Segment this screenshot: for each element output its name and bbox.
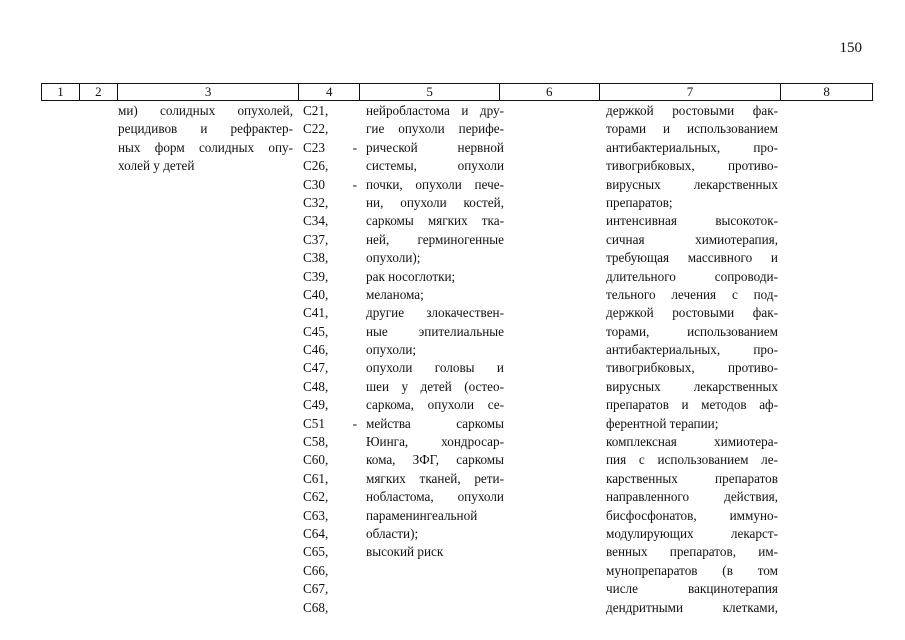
page-number: 150: [839, 40, 862, 56]
column-5-line: другие злокачествен-: [366, 305, 504, 321]
column-7-line: торами, использованием: [606, 323, 778, 339]
column-7-line: интенсивная высокоток-: [606, 213, 778, 229]
column-7-line: тивогрибковых, противо-: [606, 158, 778, 174]
column-5-line: меланома;: [366, 286, 424, 302]
column-5-line: ные эпителиальные: [366, 323, 504, 339]
icd-code: C49,: [303, 397, 329, 413]
icd-code: C23: [303, 139, 325, 155]
icd-code: C61,: [303, 470, 329, 486]
column-5-line: шеи у детей (остео-: [366, 378, 504, 394]
column-5-line: гие опухоли перифе-: [366, 121, 504, 137]
header-cell-7: 7: [600, 84, 782, 100]
column-5-line: ней, герминогенные: [366, 231, 504, 247]
column-7-line: вирусных лекарственных: [606, 176, 778, 192]
column-7-line: направленного действия,: [606, 489, 778, 505]
icd-code-row: [303, 470, 357, 488]
icd-code-row: [303, 580, 357, 598]
table-header-row: [41, 83, 873, 101]
icd-code: C62,: [303, 489, 329, 505]
icd-code: C26,: [303, 158, 329, 174]
icd-code: C58,: [303, 434, 329, 450]
icd-code-row: [303, 396, 357, 414]
icd-code: C64,: [303, 525, 329, 541]
column-3-line: холей у детей: [118, 158, 195, 174]
column-5-line: саркомы мягких тка-: [366, 213, 504, 229]
icd-code-row: [303, 599, 357, 617]
icd-code: C60,: [303, 452, 329, 468]
column-5-line: Юинга, хондросар-: [366, 434, 504, 450]
icd-code-row: [303, 194, 357, 212]
column-5-line: опухоли;: [366, 342, 417, 358]
icd-code-row: [303, 341, 357, 359]
icd-code-row: [303, 415, 357, 433]
icd-code: C39,: [303, 268, 329, 284]
icd-code-row: [303, 249, 357, 267]
icd-code-row: [303, 157, 357, 175]
icd-code-row: [303, 433, 357, 451]
column-7-line: ферентной терапии;: [606, 415, 719, 431]
icd-code: C22,: [303, 121, 329, 137]
column-7-line: мунопрепаратов (в том: [606, 562, 778, 578]
column-5-line: нобластома, опухоли: [366, 489, 504, 505]
column-4-codes: [303, 102, 357, 617]
icd-code-row: [303, 102, 357, 120]
header-cell-6: 6: [500, 84, 600, 100]
column-7-line: препаратов;: [606, 194, 673, 210]
column-7-line: препаратов и методов аф-: [606, 397, 778, 413]
column-7-line: торами и использованием: [606, 121, 778, 137]
icd-code-row: [303, 488, 357, 506]
icd-code-row: [303, 120, 357, 138]
icd-code: C21,: [303, 103, 329, 118]
icd-code: C47,: [303, 360, 329, 376]
icd-code-row: [303, 562, 357, 580]
column-7-line: антибактериальных, про-: [606, 139, 778, 155]
icd-code-row: [303, 139, 357, 157]
icd-code: C32,: [303, 194, 329, 210]
column-7-line: пия с использованием ле-: [606, 452, 778, 468]
header-cell-5: 5: [360, 84, 500, 100]
icd-code-row: [303, 525, 357, 543]
icd-code-row: [303, 543, 357, 561]
icd-code-row: [303, 359, 357, 377]
icd-code-row: [303, 507, 357, 525]
column-5-line: опухоли);: [366, 250, 421, 266]
icd-code-row: [303, 212, 357, 230]
icd-code: C37,: [303, 231, 329, 247]
icd-code: C45,: [303, 323, 329, 339]
header-cell-2: 2: [80, 84, 118, 100]
icd-code: C46,: [303, 342, 329, 358]
icd-code-row: [303, 286, 357, 304]
column-7-line: держкой ростовыми фак-: [606, 103, 778, 118]
column-7-line: венных препаратов, им-: [606, 544, 778, 560]
icd-code: C68,: [303, 599, 329, 615]
column-7-line: модулирующих лекарст-: [606, 525, 778, 541]
column-5-line: мейства саркомы: [366, 415, 504, 431]
column-7-line: тельного лечения с под-: [606, 286, 778, 302]
column-5-line: опухоли головы и: [366, 360, 504, 376]
column-5-line: параменингеальной: [366, 507, 478, 523]
icd-code-row: [303, 304, 357, 322]
icd-code-row: [303, 231, 357, 249]
column-7-line: числе вакцинотерапия: [606, 581, 778, 597]
column-7-line: карственных препаратов: [606, 470, 778, 486]
column-7-line: длительного сопроводи-: [606, 268, 778, 284]
icd-code-row: [303, 268, 357, 286]
icd-code-row: [303, 451, 357, 469]
column-5-line: ни, опухоли костей,: [366, 194, 504, 210]
icd-code-row: [303, 323, 357, 341]
icd-range-dash: -: [352, 176, 357, 192]
column-5-line: высокий риск: [366, 544, 444, 560]
column-7-line: вирусных лекарственных: [606, 378, 778, 394]
column-5-line: кома, ЗФГ, саркомы: [366, 452, 504, 468]
icd-code: C63,: [303, 507, 329, 523]
icd-code: C34,: [303, 213, 329, 229]
column-5-line: почки, опухоли пече-: [366, 176, 504, 192]
column-5-line: мягких тканей, рети-: [366, 470, 504, 486]
icd-code: C65,: [303, 544, 329, 560]
column-5-line: саркома, опухоли се-: [366, 397, 504, 413]
column-7-line: антибактериальных, про-: [606, 342, 778, 358]
column-5-text: [366, 102, 504, 562]
header-cell-8: 8: [823, 84, 830, 99]
column-5-line: системы, опухоли: [366, 158, 504, 174]
column-7-line: бисфосфонатов, иммуно-: [606, 507, 778, 523]
icd-code: C41,: [303, 305, 329, 321]
icd-code-row: [303, 378, 357, 396]
icd-code: C66,: [303, 562, 329, 578]
header-cell-4: 4: [299, 84, 360, 100]
column-5-line: рак носоглотки;: [366, 268, 456, 284]
column-3-line: рецидивов и рефрактер-: [118, 121, 293, 137]
icd-range-dash: -: [352, 415, 357, 431]
column-5-line: рической нервной: [366, 139, 504, 155]
icd-code: C30: [303, 176, 325, 192]
column-3-line: ми) солидных опухолей,: [118, 103, 293, 118]
header-cell-1: 1: [42, 84, 80, 100]
column-5-line: нейробластома и дру-: [366, 103, 504, 118]
icd-code: C38,: [303, 250, 329, 266]
column-7-line: тивогрибковых, противо-: [606, 360, 778, 376]
column-7-line: комплексная химиотера-: [606, 434, 778, 450]
column-3-line: ных форм солидных опу-: [118, 139, 293, 155]
icd-code-row: [303, 176, 357, 194]
icd-range-dash: -: [352, 139, 357, 155]
column-7-line: дендритными клетками,: [606, 599, 778, 615]
column-7-line: требующая массивного и: [606, 250, 778, 266]
icd-code: C48,: [303, 378, 329, 394]
column-5-line: области);: [366, 525, 419, 541]
icd-code: C51: [303, 415, 325, 431]
column-7-line: держкой ростовыми фак-: [606, 305, 778, 321]
icd-code: C67,: [303, 581, 329, 597]
icd-code: C40,: [303, 286, 329, 302]
column-7-line: сичная химиотерапия,: [606, 231, 778, 247]
column-3-text: [118, 102, 293, 176]
header-cell-3: 3: [118, 84, 300, 100]
column-7-text: [606, 102, 778, 617]
